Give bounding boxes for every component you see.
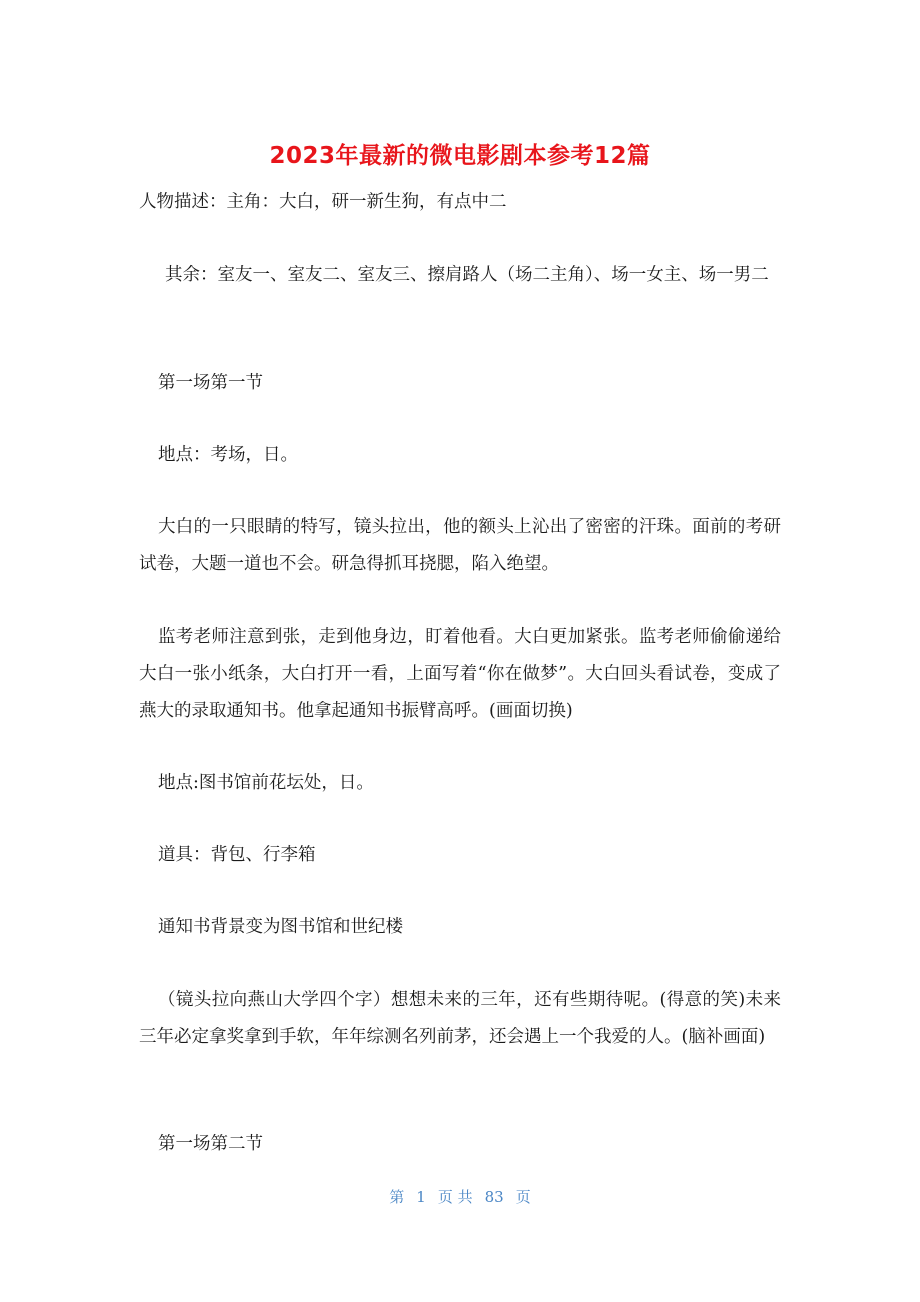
paragraph-characters: 人物描述：主角：大白，研一新生狗，有点中二 (139, 192, 507, 212)
footer-total-pages: 83 (484, 1188, 504, 1206)
footer-suffix: 页 (515, 1188, 531, 1206)
paragraph-action: 监考老师注意到张，走到他身边，盯着他看。大白更加紧张。监考老师偷偷递给大白一张小纸条，大白打开一看，上面写着“你在做梦”。大白回头看试卷，变成了燕大的录取通知书。他拿起通知书振臂高呼。(画面切换) (139, 627, 781, 721)
page-footer (0, 1186, 920, 1208)
paragraph-props: 道具：背包、行李箱 (158, 845, 316, 865)
paragraph-scene-heading: 第一场第二节 (158, 1134, 263, 1154)
paragraph-action: 通知书背景变为图书馆和世纪楼 (158, 917, 403, 937)
document-title: 2023年最新的微电影剧本参考12篇 (269, 143, 651, 169)
footer-page-number: 1 (416, 1188, 426, 1206)
paragraph-location: 地点:图书馆前花坛处，日。 (158, 773, 374, 793)
paragraph-scene-heading: 第一场第一节 (158, 373, 263, 393)
footer-middle: 页 共 (437, 1188, 473, 1206)
paragraph-action: 大白的一只眼睛的特写，镜头拉出，他的额头上沁出了密密的汗珠。面前的考研试卷，大题一道也不会。研急得抓耳挠腮，陷入绝望。 (139, 517, 781, 574)
paragraph-action: （镜头拉向燕山大学四个字）想想未来的三年，还有些期待呢。(得意的笑)未来三年必定拿奖拿到手软，年年综测名列前茅，还会遇上一个我爱的人。(脑补画面) (139, 990, 781, 1047)
paragraph-supporting-cast: 其余：室友一、室友二、室友三、擦肩路人（场二主角）、场一女主、场一男二 (165, 265, 769, 285)
footer-prefix: 第 (389, 1188, 405, 1206)
paragraph-location: 地点：考场，日。 (158, 445, 298, 465)
